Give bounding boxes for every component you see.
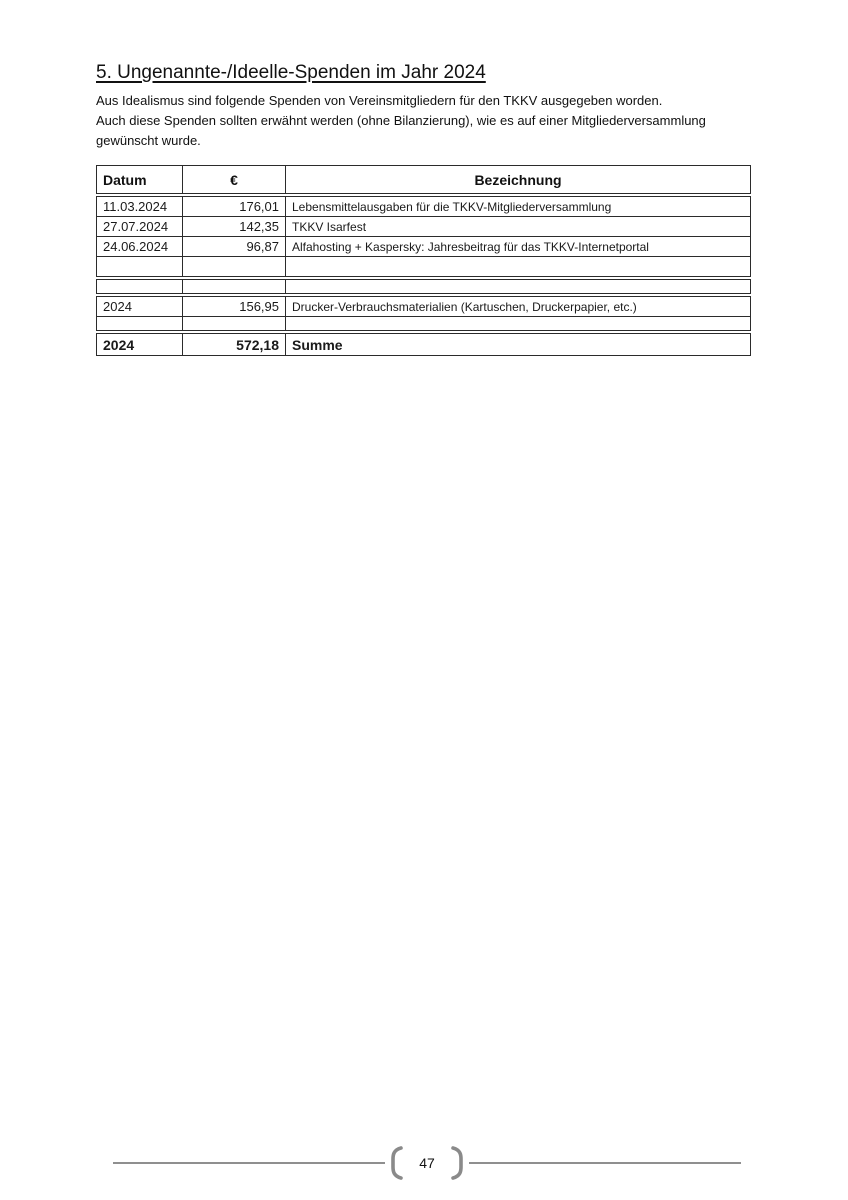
- cell-total-amount: 572,18: [183, 334, 286, 356]
- table-body-section: [96, 196, 751, 277]
- table-header-section: [96, 165, 751, 194]
- column-header-currency: €: [183, 166, 286, 194]
- cell-amount: 176,01: [183, 197, 286, 217]
- right-bracket-ornament-icon: [450, 1146, 466, 1180]
- cell-description: TKKV Isarfest: [286, 217, 751, 237]
- cell-datum: [97, 280, 183, 294]
- table-header-row: [97, 166, 751, 194]
- page-footer: [113, 1146, 741, 1180]
- table-row: [97, 217, 751, 237]
- cell-datum: 11.03.2024: [97, 197, 183, 217]
- cell-amount: [183, 317, 286, 331]
- page-title: 5. Ungenannte-/Ideelle-Spenden im Jahr 2024: [96, 62, 486, 83]
- footer-rule-right: [469, 1162, 741, 1164]
- cell-total-label: Summe: [286, 334, 751, 356]
- page-number: 47: [419, 1155, 435, 1171]
- cell-description: [286, 280, 751, 294]
- cell-amount: 156,95: [183, 297, 286, 317]
- cell-description: [286, 257, 751, 277]
- intro-line: gewünscht wurde.: [96, 133, 201, 148]
- cell-amount: 96,87: [183, 237, 286, 257]
- column-header-description: Bezeichnung: [286, 166, 751, 194]
- cell-description: Lebensmittelausgaben für die TKKV-Mitgliederversammlung: [286, 197, 751, 217]
- table-row: [97, 197, 751, 217]
- cell-datum: 27.07.2024: [97, 217, 183, 237]
- table-row-empty: [97, 280, 751, 294]
- table-total-row: [97, 334, 751, 356]
- cell-datum: [97, 257, 183, 277]
- cell-description: Drucker-Verbrauchsmaterialien (Kartuschen, Druckerpapier, etc.): [286, 297, 751, 317]
- intro-paragraph: [96, 91, 750, 151]
- cell-description: [286, 317, 751, 331]
- cell-datum: 24.06.2024: [97, 237, 183, 257]
- intro-line: Aus Idealismus sind folgende Spenden von Vereinsmitgliedern für den TKKV ausgegeben worden.: [96, 93, 663, 108]
- cell-datum: 2024: [97, 297, 183, 317]
- footer-rule-left: [113, 1162, 385, 1164]
- table-spacer-section: [96, 279, 751, 294]
- column-header-datum: Datum: [97, 166, 183, 194]
- cell-amount: 142,35: [183, 217, 286, 237]
- table-misc-section: [96, 296, 751, 331]
- table-row: [97, 237, 751, 257]
- table-row-empty: [97, 257, 751, 277]
- table-total-section: [96, 333, 751, 356]
- intro-line: Auch diese Spenden sollten erwähnt werden (ohne Bilanzierung), wie es auf einer Mitgliederversammlung: [96, 113, 706, 128]
- document-content: [96, 62, 750, 356]
- cell-total-year: 2024: [97, 334, 183, 356]
- table-row-empty: [97, 317, 751, 331]
- table-row: [97, 297, 751, 317]
- cell-amount: [183, 280, 286, 294]
- cell-amount: [183, 257, 286, 277]
- cell-description: Alfahosting + Kaspersky: Jahresbeitrag für das TKKV-Internetportal: [286, 237, 751, 257]
- left-bracket-ornament-icon: [388, 1146, 404, 1180]
- donations-table: [96, 165, 750, 356]
- cell-datum: [97, 317, 183, 331]
